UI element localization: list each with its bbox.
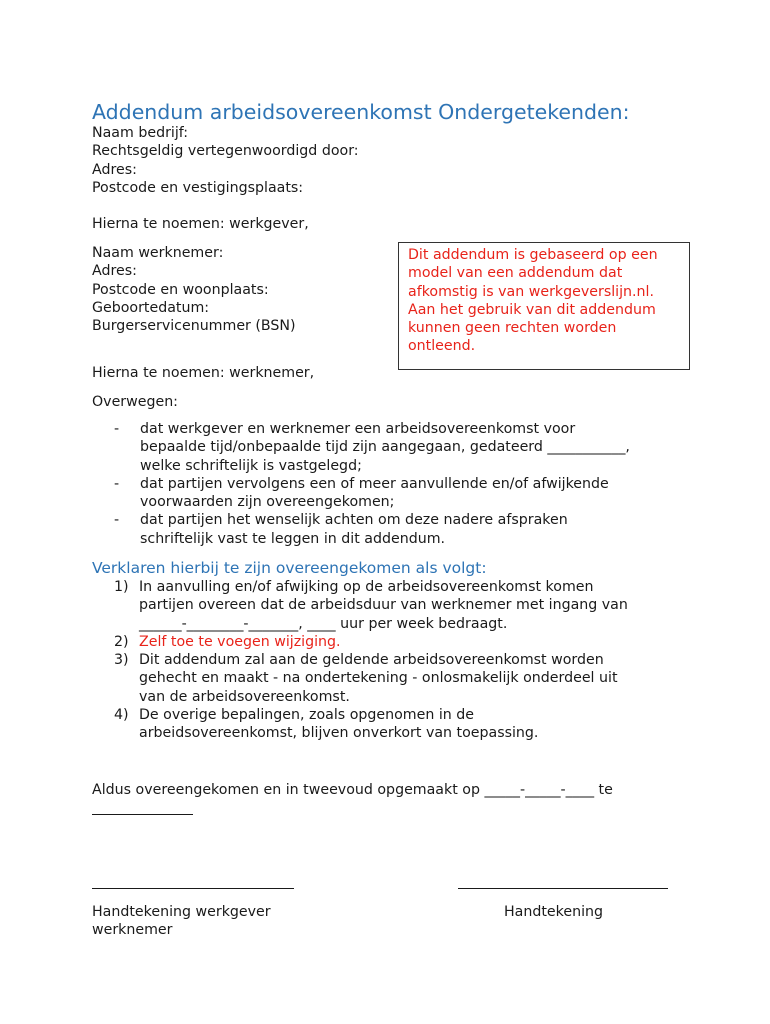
- employee-signature-label: Handtekening: [504, 904, 604, 920]
- disclaimer-line: ontleend.: [408, 338, 476, 355]
- considering-list: [92, 420, 712, 548]
- considering-label: Overwegen:: [92, 394, 178, 410]
- custom-change-placeholder: Zelf toe te voegen wijziging.: [139, 633, 341, 650]
- field-employee-postcode: Postcode en woonplaats:: [92, 281, 269, 298]
- list-item-line: van de arbeidsovereenkomst.: [139, 688, 350, 705]
- employer-details: [92, 124, 359, 197]
- declare-heading: Verklaren hierbij te zijn overeengekomen als volgt:: [92, 559, 487, 577]
- list-item-line: schriftelijk vast te leggen in dit addendum.: [140, 530, 446, 547]
- list-item-line: voorwaarden zijn overeengekomen;: [140, 494, 395, 511]
- list-item-line: dat partijen vervolgens een of meer aanvullende en/of afwijkende: [140, 475, 609, 492]
- disclaimer-line: model van een addendum dat: [408, 265, 623, 282]
- list-item-line: gehecht en maakt - na ondertekening - onlosmakelijk onderdeel uit: [139, 670, 618, 687]
- field-employee-name: Naam werknemer:: [92, 245, 224, 261]
- employee-signature-label-continued: werknemer: [92, 922, 173, 938]
- employer-hereafter: Hierna te noemen: werkgever,: [92, 216, 309, 232]
- list-item-line: arbeidsovereenkomst, blijven onverkort van toepassing.: [139, 725, 539, 742]
- dash-marker: -: [114, 512, 120, 529]
- employer-signature-line: [92, 888, 294, 889]
- place-blank-line: [92, 814, 193, 815]
- number-marker: 1): [114, 579, 129, 595]
- disclaimer-line: afkomstig is van werkgeverslijn.nl.: [408, 283, 654, 300]
- list-item-line: welke schriftelijk is vastgelegd;: [140, 457, 362, 474]
- field-bsn: Burgerservicenummer (BSN): [92, 318, 296, 335]
- list-item: [92, 578, 712, 633]
- disclaimer-box: [398, 242, 690, 370]
- list-item-line: partijen overeen dat de arbeidsduur van werknemer met ingang van: [139, 597, 628, 614]
- field-represented-by: Rechtsgeldig vertegenwoordigd door:: [92, 143, 359, 160]
- field-company-name: Naam bedrijf:: [92, 125, 189, 141]
- field-employee-address: Adres:: [92, 263, 137, 280]
- list-item: [92, 706, 712, 743]
- number-marker: 3): [114, 652, 129, 669]
- field-employer-postcode: Postcode en vestigingsplaats:: [92, 179, 304, 196]
- number-marker: 2): [114, 633, 129, 650]
- list-item: [92, 475, 712, 512]
- list-item: [92, 651, 712, 706]
- list-item-line: In aanvulling en/of afwijking op de arbeidsovereenkomst komen: [139, 579, 594, 595]
- dash-marker: -: [114, 421, 120, 437]
- employee-signature-line: [458, 888, 668, 889]
- document-title: Addendum arbeidsovereenkomst Ondergetekenden:: [92, 100, 630, 124]
- closing-line: Aldus overeengekomen en in tweevoud opgemaakt op _____-_____-____ te: [92, 782, 613, 798]
- agreement-list: [92, 578, 712, 743]
- list-item-line: dat werkgever en werknemer een arbeidsovereenkomst voor: [140, 421, 576, 437]
- list-item: [92, 511, 712, 548]
- disclaimer-line: Dit addendum is gebaseerd op een: [408, 247, 658, 263]
- employer-signature-label: Handtekening werkgever: [92, 904, 271, 920]
- number-marker: 4): [114, 707, 129, 724]
- list-item-line: Dit addendum zal aan de geldende arbeidsovereenkomst worden: [139, 652, 604, 669]
- list-item-line: dat partijen het wenselijk achten om deze nadere afspraken: [140, 512, 568, 529]
- list-item: [92, 633, 712, 651]
- employee-details: [92, 244, 296, 335]
- field-employer-address: Adres:: [92, 161, 137, 178]
- dash-marker: -: [114, 475, 120, 492]
- disclaimer-line: kunnen geen rechten worden: [408, 320, 617, 337]
- list-item-line: De overige bepalingen, zoals opgenomen in de: [139, 707, 475, 724]
- field-birth-date: Geboortedatum:: [92, 299, 210, 316]
- disclaimer-line: Aan het gebruik van dit addendum: [408, 301, 656, 318]
- list-item-line: bepaalde tijd/onbepaalde tijd zijn aangegaan, gedateerd ___________,: [140, 439, 630, 456]
- list-item-line: ______-________-_______, ____ uur per week bedraagt.: [139, 615, 508, 632]
- employee-hereafter: Hierna te noemen: werknemer,: [92, 365, 315, 381]
- list-item: [92, 420, 712, 475]
